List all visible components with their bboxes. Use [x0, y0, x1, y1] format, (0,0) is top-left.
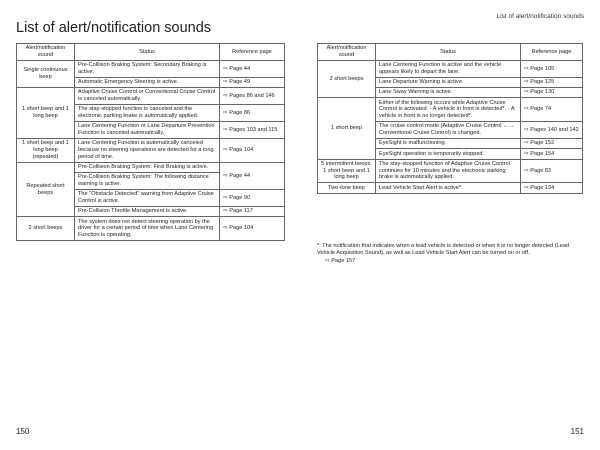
- alert-sounds-table-right: [317, 43, 583, 194]
- column-header-reference: Reference page: [220, 44, 285, 61]
- sound-cell: 3 short beeps: [318, 61, 376, 98]
- footnote-text: *: The notification that indicates when a lead vehicle is detected or when it is no longer detected (Lead Vehicle Acquisition Sound), as well as Lead Vehicle Start Alert can be turned on or off.: [317, 243, 570, 257]
- reference-link[interactable]: ⇨ Page 154: [521, 149, 583, 159]
- reference-link[interactable]: ⇨ Page 44: [220, 163, 285, 190]
- reference-link[interactable]: ⇨ Pages 86 and 146: [220, 88, 285, 105]
- page-number-right: 151: [570, 427, 584, 436]
- table-row: [318, 159, 583, 183]
- reference-link[interactable]: ⇨ Pages 140 and 142: [521, 122, 583, 139]
- reference-link[interactable]: ⇨ Page 49: [220, 78, 285, 88]
- table-row: [17, 139, 285, 163]
- status-cell: The system does not detect steering operation by the driver for a certain period of time when Lane Centering Function is operating.: [75, 217, 220, 241]
- running-head: List of alert/notification sounds: [496, 13, 584, 20]
- reference-link[interactable]: ⇨ Page 125: [521, 78, 583, 88]
- reference-link[interactable]: ⇨ Page 86: [220, 105, 285, 122]
- status-cell: EyeSight is malfunctioning.: [376, 139, 521, 149]
- footnote: [317, 243, 582, 265]
- status-cell: Pre-Collision Braking System: The following distance warning is active.: [75, 173, 220, 190]
- status-cell: Either of the following occurs while Adaptive Cruise Control is activated. - A vehicle in front is detected*. - A vehicle in front is no longer detected*.: [376, 98, 521, 122]
- status-cell: Pre-Collision Throttle Management is active.: [75, 207, 220, 217]
- table-row: [17, 61, 285, 78]
- sound-cell: 2 short beeps: [17, 217, 75, 241]
- reference-link[interactable]: ⇨ Page 117: [220, 207, 285, 217]
- reference-link[interactable]: ⇨ Page 83: [521, 159, 583, 183]
- sound-cell: 1 short beep: [318, 98, 376, 159]
- table-row: [318, 98, 583, 122]
- table-row: [17, 217, 285, 241]
- reference-link[interactable]: ⇨ Pages 103 and 115: [220, 122, 285, 139]
- column-header-reference: Reference page: [521, 44, 583, 61]
- sound-cell: Repeated short beeps: [17, 163, 75, 217]
- reference-link[interactable]: ⇨ Page 74: [521, 98, 583, 122]
- status-cell: EyeSight operation is temporarily stopped.: [376, 149, 521, 159]
- table-row: [17, 88, 285, 105]
- status-cell: Lane Centering Function or Lane Departure Prevention Function is canceled automatically.: [75, 122, 220, 139]
- status-cell: Lane Centering Function is automatically canceled because no steering operations are detected for a long period of time.: [75, 139, 220, 163]
- status-cell: Pre-Collision Braking System: First Braking is active.: [75, 163, 220, 173]
- footnote-reference-link[interactable]: ⇨ Page 157: [325, 257, 356, 264]
- page-title: List of alert/notification sounds: [16, 20, 212, 36]
- alert-sounds-table-left: [16, 43, 285, 241]
- status-cell: Pre-Collision Braking System: Secondary Braking is active.: [75, 61, 220, 78]
- status-cell: The cruise control mode (Adaptive Cruise Control ←→ Conventional Cruise Control) is changed.: [376, 122, 521, 139]
- status-cell: The stay-stopped function of Adaptive Cruise Control continues for 10 minutes and the electronic parking brake is automatically applied.: [376, 159, 521, 183]
- reference-link[interactable]: ⇨ Page 105: [521, 61, 583, 78]
- column-header-sound: Alert/notification sound: [318, 44, 376, 61]
- table-row: [318, 183, 583, 193]
- reference-link[interactable]: ⇨ Page 90: [220, 190, 285, 207]
- status-cell: Lane Departure Warning is active.: [376, 78, 521, 88]
- table-row: [17, 163, 285, 173]
- reference-link[interactable]: ⇨ Page 134: [521, 183, 583, 193]
- status-cell: Lane Sway Warning is active.: [376, 88, 521, 98]
- reference-link[interactable]: ⇨ Page 44: [220, 61, 285, 78]
- sound-cell: 1 short beep and 1 long beep (repeated): [17, 139, 75, 163]
- sound-cell: Two-tone beep: [318, 183, 376, 193]
- reference-link[interactable]: ⇨ Page 104: [220, 217, 285, 241]
- status-cell: The "Obstacle Detected" warning from Adaptive Cruise Control is active.: [75, 190, 220, 207]
- status-cell: The stay-stopped function is canceled and the electronic parking brake is automatically applied.: [75, 105, 220, 122]
- page-number-left: 150: [16, 427, 30, 436]
- sound-cell: Single continuous beep: [17, 61, 75, 88]
- column-header-status: Status: [75, 44, 220, 61]
- table-header-row: [17, 44, 285, 61]
- status-cell: Lane Centering Function is active and the vehicle appears likely to depart the lane.: [376, 61, 521, 78]
- reference-link[interactable]: ⇨ Page 104: [220, 139, 285, 163]
- sound-cell: 1 short beep and 1 long beep: [17, 88, 75, 139]
- column-header-sound: Alert/notification sound: [17, 44, 75, 61]
- status-cell: Lead Vehicle Start Alert is active*.: [376, 183, 521, 193]
- sound-cell: 5 intermittent beeps, 1 short beep and 1 long beep: [318, 159, 376, 183]
- status-cell: Adaptive Cruise Control or Conventional Cruise Control is canceled automatically.: [75, 88, 220, 105]
- reference-link[interactable]: ⇨ Page 152: [521, 139, 583, 149]
- reference-link[interactable]: ⇨ Page 130: [521, 88, 583, 98]
- table-header-row: [318, 44, 583, 61]
- status-cell: Automatic Emergency Steering is active.: [75, 78, 220, 88]
- table-row: [318, 61, 583, 78]
- column-header-status: Status: [376, 44, 521, 61]
